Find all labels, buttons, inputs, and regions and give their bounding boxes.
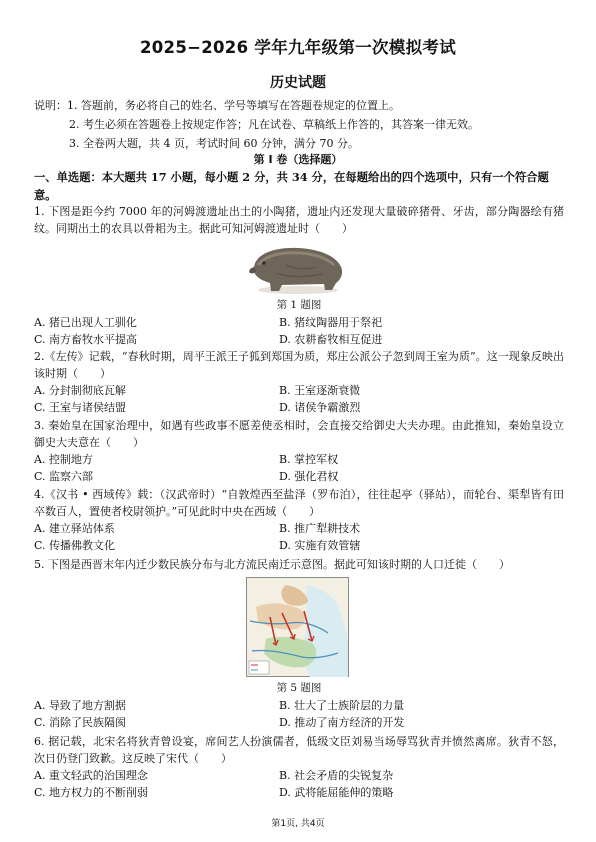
question-1 <box>34 203 564 237</box>
question-5 <box>34 556 564 573</box>
figure-caption: 第 5 题图 <box>276 682 322 694</box>
question-text: 5. 下图是西晋末年内迁少数民族分布与北方流民南迁示意图。据此可知该时期的人口迁徙（ ） <box>34 558 510 571</box>
instruction-line: 说明：1. 答题前，务必将自己的姓名、学号等填写在答题卷规定的位置上。 <box>34 99 400 112</box>
option-a[interactable]: A. 控制地方 <box>34 453 93 466</box>
option-a[interactable]: A. 重文轻武的治国理念 <box>34 769 148 782</box>
question-text: 6. 据记载，北宋名将狄青曾设宴，席间艺人扮演儒者，低级文臣刘易当场辱骂狄青并愤然离席。狄青不怒，次日仍登门致歉。这反映了宋代（ ） <box>34 735 564 765</box>
section-heading: 一、单选题：本大题共 17 小题，每小题 2 分，共 34 分，在每题给出的四个选项中，只有一个符合题意。 <box>34 170 549 202</box>
option-a[interactable]: A. 建立驿站体系 <box>34 522 115 535</box>
option-a[interactable]: A. 分封制彻底瓦解 <box>34 384 126 397</box>
instruction-line: 2. 考生必须在答题卷上按规定作答；凡在试卷、草稿纸上作答的，其答案一律无效。 <box>69 118 479 131</box>
option-b[interactable]: B. 推广犁耕技术 <box>279 522 361 535</box>
migration-map-figure <box>246 577 349 677</box>
question-1-answers <box>34 297 564 348</box>
option-d[interactable]: D. 农耕畜牧相互促进 <box>279 333 383 346</box>
question-4 <box>34 486 564 554</box>
option-c[interactable]: C. 南方畜牧水平提高 <box>34 333 138 346</box>
question-text: 1. 下图是距今约 7000 年的河姆渡遗址出土的小陶猪，遗址内还发现大量破碎猪骨、牙齿，部分陶器绘有猪纹。同期出土的农具以骨耜为主。据此可知河姆渡遗址时（ ） <box>34 205 564 235</box>
question-6 <box>34 733 564 801</box>
question-2 <box>34 348 564 416</box>
option-a[interactable]: A. 导致了地方割据 <box>34 699 126 712</box>
option-d[interactable]: D. 武将能屈能伸的策略 <box>279 786 394 799</box>
question-5-answers <box>34 680 564 731</box>
option-b[interactable]: B. 掌控军权 <box>279 453 339 466</box>
option-b[interactable]: B. 猪纹陶器用于祭祀 <box>279 316 383 329</box>
option-b[interactable]: B. 王室逐渐衰微 <box>279 384 361 397</box>
exam-subtitle: 历史试题 <box>270 75 326 91</box>
pottery-pig-figure <box>246 243 348 295</box>
instruction-line: 3. 全卷两大题，共 4 页，考试时间 60 分钟，满分 70 分。 <box>69 137 359 150</box>
option-d[interactable]: D. 实施有效管辖 <box>279 539 361 552</box>
question-text: 2.《左传》记载，“春秋时期，周平王派王子狐到郑国为质，郑庄公派公子忽到周王室为质”。这一现象反映出该时期（ ） <box>34 350 564 380</box>
option-d[interactable]: D. 诸侯争霸激烈 <box>279 401 361 414</box>
instructions <box>34 97 564 154</box>
option-a[interactable]: A. 猪已出现人工驯化 <box>34 316 137 329</box>
option-d[interactable]: D. 强化君权 <box>279 470 339 483</box>
question-3 <box>34 417 564 485</box>
page-footer: 第1页, 共4页 <box>271 819 325 829</box>
figure-caption: 第 1 题图 <box>276 299 322 311</box>
question-text: 3. 秦始皇在国家治理中，如遇有些政事不愿差使丞相时，会直接交给御史大夫办理。由此推知，秦始皇设立御史大夫意在（ ） <box>34 419 564 449</box>
option-d[interactable]: D. 推动了南方经济的开发 <box>279 716 405 729</box>
question-text: 4.《汉书 • 西域传》载：（汉武帝时）“自敦煌西至盐泽（罗布泊），往往起亭（驿站），而轮台、渠犁皆有田卒数百人，置使者校尉领护。”可见此时中央在西域（ ） <box>34 488 564 518</box>
option-b[interactable]: B. 壮大了士族阶层的力量 <box>279 699 405 712</box>
option-c[interactable]: C. 地方权力的不断削弱 <box>34 786 149 799</box>
option-b[interactable]: B. 社会矛盾的尖锐复杂 <box>279 769 394 782</box>
exam-title: 2025−2026 学年九年级第一次模拟考试 <box>139 38 456 57</box>
option-c[interactable]: C. 消除了民族隔阂 <box>34 716 127 729</box>
part-title: 第 I 卷（选择题） <box>253 153 343 166</box>
option-c[interactable]: C. 监察六部 <box>34 470 94 483</box>
option-c[interactable]: C. 传播佛教文化 <box>34 539 116 552</box>
option-c[interactable]: C. 王室与诸侯结盟 <box>34 401 127 414</box>
